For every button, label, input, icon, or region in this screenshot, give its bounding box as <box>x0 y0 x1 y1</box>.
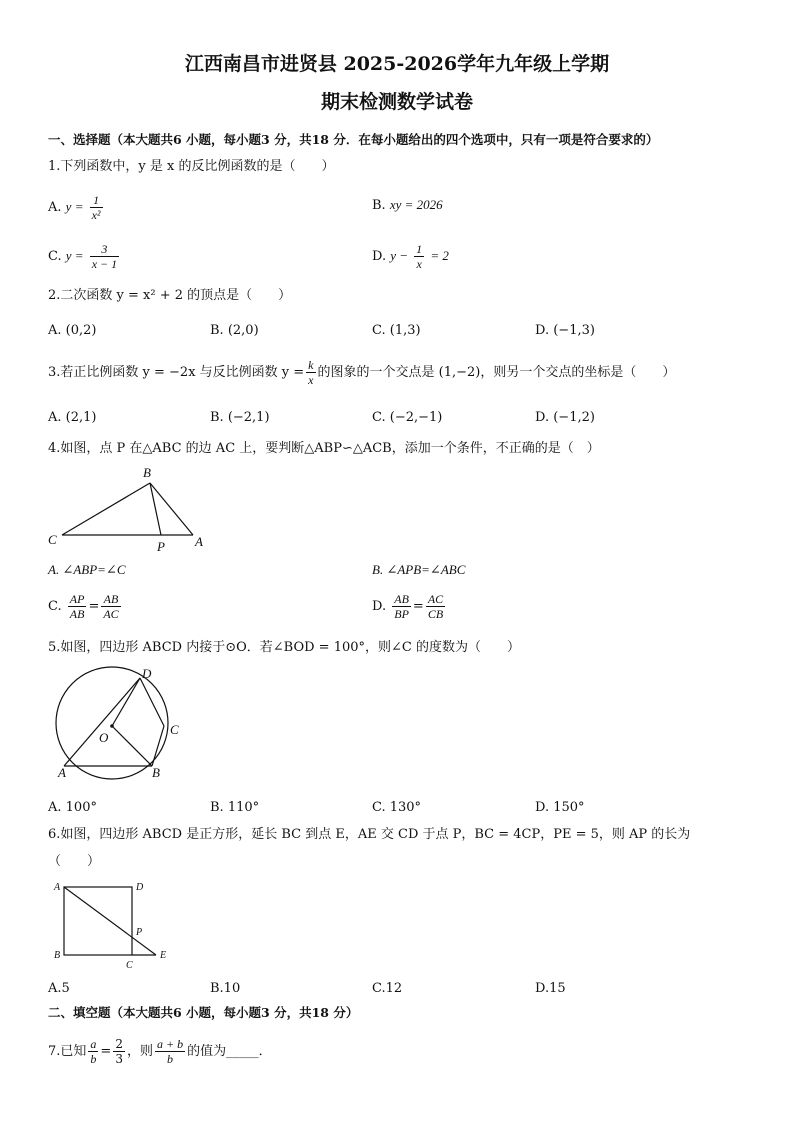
q1-option-d <box>372 239 449 274</box>
q5-label-b: B <box>152 765 160 780</box>
q3-k-fraction <box>306 358 315 387</box>
q7-f1-den: b <box>90 1052 97 1066</box>
q6-label-p: P <box>136 927 143 938</box>
q7-f2-den: 3 <box>115 1052 123 1066</box>
q3-option-b: B. (−2,1) <box>210 410 270 425</box>
q1-d-rhs: = 2 <box>430 248 449 263</box>
q2-option-b: B. (2,0) <box>210 323 259 338</box>
q1-d-num: 1 <box>416 242 423 256</box>
q5-label-c: C <box>170 722 179 737</box>
q4-c-num-1: AP <box>69 592 85 606</box>
q4-option-c: C. $\frac{AP}{AB}$ = $\frac{AB}{AC}$ <box>48 592 119 621</box>
q4-label-c: C <box>48 532 57 547</box>
exam-title-line1: 江西南昌市进贤县 2025-2026学年九年级上学期 <box>184 53 610 75</box>
q4-c-den-1: AB <box>69 607 85 621</box>
q3-option-d: D. (−1,2) <box>535 410 595 425</box>
q3-stem-pre: 3.若正比例函数 y = −2x 与反比例函数 y = <box>48 365 305 380</box>
q6-option-d: D.15 <box>535 981 566 996</box>
q7-mid: ，则 <box>126 1044 153 1059</box>
q6-label-e: E <box>160 950 167 961</box>
q2-option-c: C. (1,3) <box>372 323 421 338</box>
q1-d-den: x <box>414 256 424 271</box>
q5-label-a: A <box>58 765 66 780</box>
q6-option-b: B.10 <box>210 981 241 996</box>
q1-d-lhs: y − <box>390 248 409 263</box>
q4-label-a: A <box>195 534 203 549</box>
q2-option-a: A. (0,2) <box>48 323 97 338</box>
q4-c-fraction-1 <box>68 592 87 621</box>
q6-label-a: A <box>54 882 61 893</box>
question-7 <box>48 1034 272 1070</box>
q1-d-label: D. <box>372 249 387 264</box>
q7-f3-num: a + b <box>156 1037 184 1051</box>
question-6-stem-line2: （ ） <box>48 854 101 869</box>
q1-a-fraction <box>90 193 103 222</box>
q7-f2-num: 2 <box>115 1037 123 1051</box>
q7-f1-num: a <box>90 1037 97 1051</box>
q1-c-num: 3 <box>101 242 108 256</box>
q3-option-a: A. (2,1) <box>48 410 97 425</box>
question-3-stem <box>48 356 675 390</box>
q3-option-c: C. (−2,−1) <box>372 410 443 425</box>
q1-d-fraction <box>414 242 424 271</box>
q6-option-c: C.12 <box>372 981 403 996</box>
q1-c-fraction <box>90 242 119 271</box>
q1-option-a <box>48 190 105 225</box>
q6-square-figure <box>48 878 178 970</box>
q4-d-den-1: BP <box>394 607 409 621</box>
q4-option-b: B. ∠APB=∠ABC <box>372 562 466 577</box>
q5-option-b: B. 110° <box>210 800 260 815</box>
section-heading-choice: 一、选择题（本大题共6 小题，每小题3 分，共18 分．在每小题给出的四个选项中，只有一项是符合要求的） <box>48 132 659 147</box>
q7-pre: 7.已知 <box>48 1044 87 1059</box>
question-2-stem: 2.二次函数 y = x² + 2 的顶点是（ ） <box>48 288 292 303</box>
q5-label-d: D <box>142 666 152 681</box>
q6-label-b: B <box>54 950 61 961</box>
q7-fraction-3 <box>155 1037 185 1066</box>
q4-c-num-2: AB <box>103 592 119 606</box>
q4-label-b: B <box>143 465 151 480</box>
q7-f3-den: b <box>155 1051 185 1066</box>
q6-label-d: D <box>136 882 144 893</box>
q5-circle-figure <box>44 664 194 784</box>
q7-fraction-2 <box>113 1037 125 1066</box>
q3-stem-post: 的图象的一个交点是 (1,−2)，则另一个交点的坐标是（ ） <box>317 365 676 380</box>
q1-option-c <box>48 239 121 274</box>
q1-b-label: B. <box>372 198 386 213</box>
q1-a-lhs: y = <box>65 199 84 214</box>
q1-option-b <box>372 197 443 214</box>
q7-post: 的值为_____． <box>187 1044 272 1059</box>
q5-label-o: O <box>99 730 109 745</box>
q1-a-den: x² <box>91 208 101 222</box>
q1-a-label: A. <box>48 200 62 215</box>
q2-option-d: D. (−1,3) <box>535 323 595 338</box>
q4-option-a: A. ∠ABP=∠C <box>48 562 126 577</box>
q1-c-den: x − 1 <box>91 257 118 271</box>
q4-triangle-figure <box>44 462 214 554</box>
q7-eq: = <box>100 1044 112 1059</box>
question-6-stem-line1: 6.如图，四边形 ABCD 是正方形，延长 BC 到点 E，AE 交 CD 于点 P，BC = 4CP，PE = 5，则 AP 的长为 <box>48 827 691 842</box>
q5-option-a: A. 100° <box>48 800 97 815</box>
q3-k-num: k <box>308 358 314 372</box>
q4-d-num-2: AC <box>427 592 444 606</box>
q1-c-lhs: y = <box>65 248 84 263</box>
q1-b-expr: xy = 2026 <box>389 197 443 212</box>
q4-c-den-2: AC <box>103 607 119 621</box>
q7-fraction-1 <box>88 1037 98 1066</box>
q4-label-p: P <box>157 539 165 554</box>
q4-c-label: C. <box>48 599 62 614</box>
q1-a-num: 1 <box>93 193 100 207</box>
q4-c-fraction-2 <box>101 592 120 621</box>
q3-k-den: x <box>308 373 314 387</box>
section-heading-fill: 二、填空题（本大题共6 小题，每小题3 分，共18 分） <box>48 1005 359 1020</box>
question-1-stem: 1.下列函数中，y 是 x 的反比例函数的是（ ） <box>48 159 335 174</box>
q4-d-label: D. <box>372 599 387 614</box>
q4-option-d: D. $\frac{AB}{BP}$ = $\frac{AC}{CB}$ <box>372 592 444 621</box>
q4-d-fraction-2 <box>426 592 445 621</box>
exam-title-line2: 期末检测数学试卷 <box>320 91 473 113</box>
q1-c-label: C. <box>48 249 62 264</box>
question-4-stem: 4.如图，点 P 在△ABC 的边 AC 上，要判断△ABP∽△ACB，添加一个条件，不正确的是（ ） <box>48 441 600 456</box>
q6-label-c: C <box>126 960 133 970</box>
q4-d-num-1: AB <box>394 592 409 606</box>
q4-d-den-2: CB <box>427 607 444 621</box>
q5-option-d: D. 150° <box>535 800 585 815</box>
question-5-stem: 5.如图，四边形 ABCD 内接于⊙O．若∠BOD = 100°，则∠C 的度数为（ ） <box>48 640 520 655</box>
q5-option-c: C. 130° <box>372 800 422 815</box>
q4-d-fraction-1 <box>392 592 411 621</box>
q6-option-a: A.5 <box>48 981 70 996</box>
